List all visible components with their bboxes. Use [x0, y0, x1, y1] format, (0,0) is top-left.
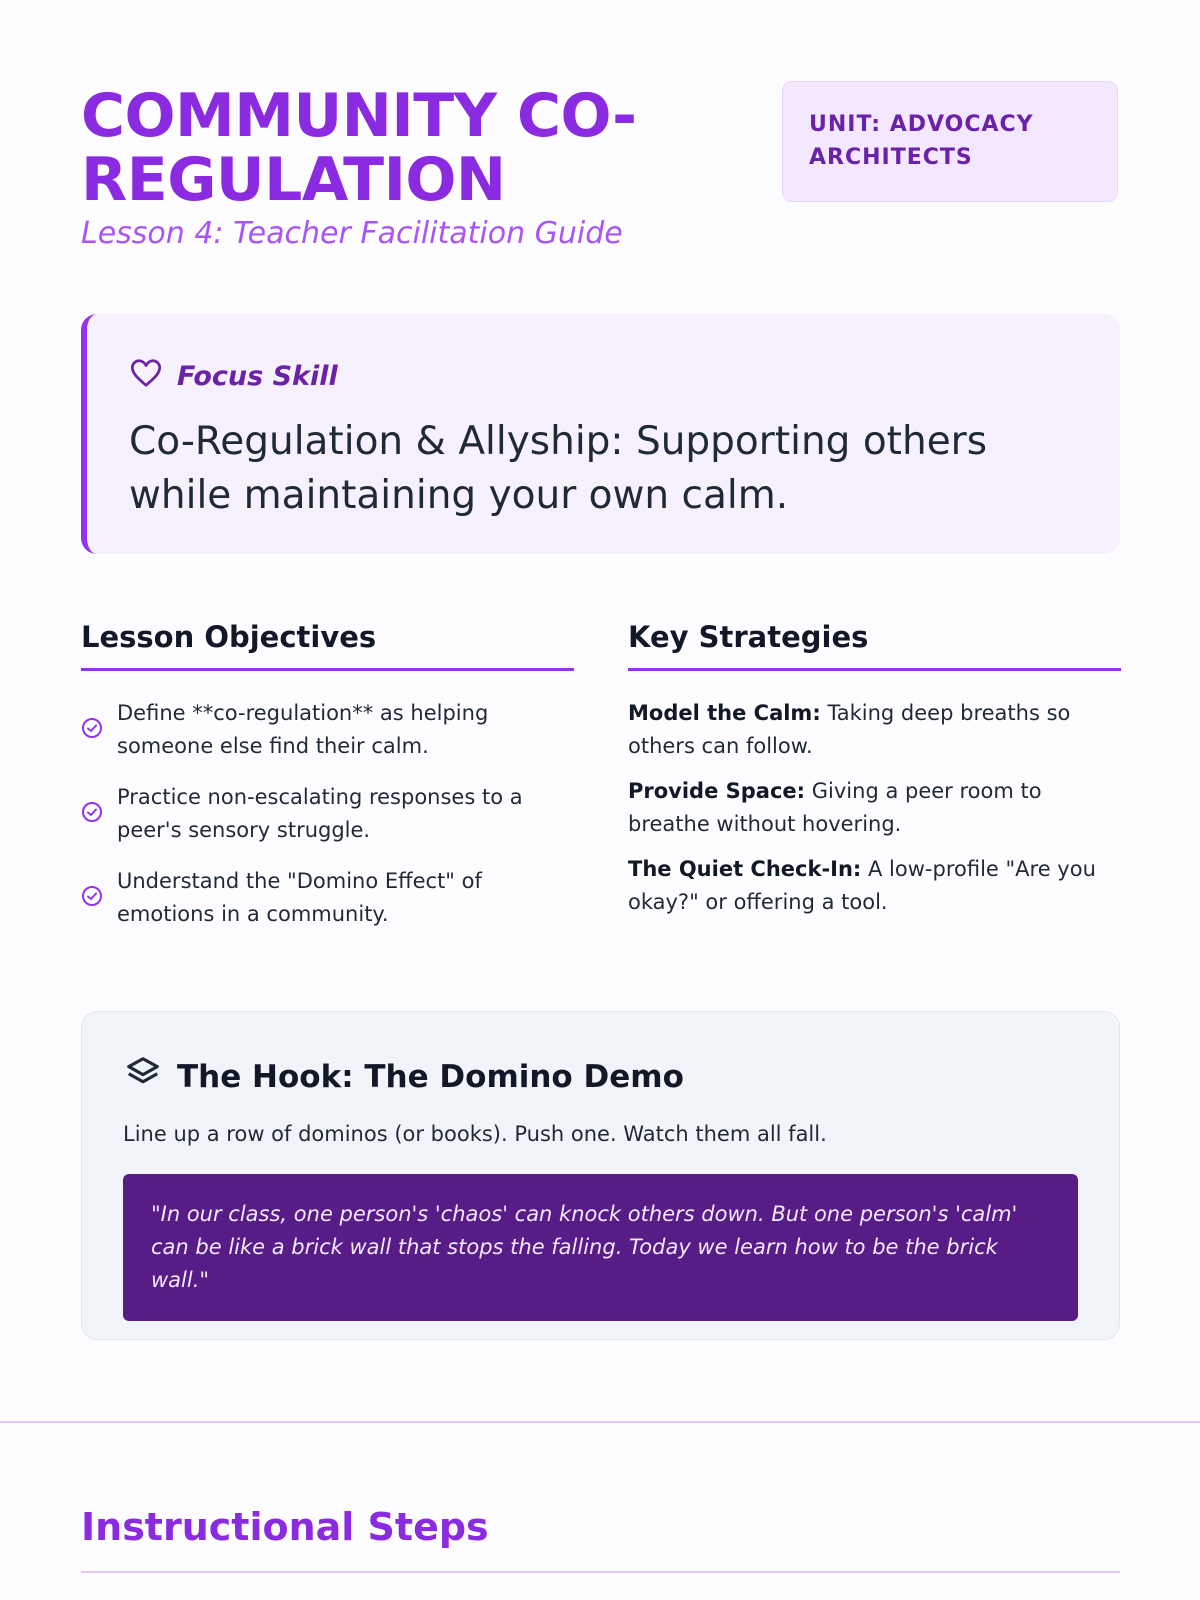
instructional-steps-heading: Instructional Steps: [81, 1505, 1120, 1573]
layers-icon: [123, 1054, 163, 1100]
strategy-term: Model the Calm:: [628, 701, 821, 725]
hook-header: [123, 1054, 1078, 1100]
focus-skill-label: Focus Skill: [177, 361, 338, 392]
objective-text: Define **co-regulation** as helping someone else find their calm.: [117, 701, 489, 758]
hook-quote: "In our class, one person's 'chaos' can knock others down. But one person's 'calm' can be like a brick wall that stops the falling. Today we learn how to be the brick wall.": [123, 1174, 1078, 1321]
heart-icon: [129, 358, 163, 395]
objective-text: Understand the "Domino Effect" of emotions in a community.: [117, 869, 482, 926]
check-circle-icon: [81, 885, 103, 911]
strategy-item: [628, 775, 1121, 841]
strategy-desc: Taking deep breaths so others can follow.: [628, 701, 1071, 758]
hook-description: Line up a row of dominos (or books). Push one. Watch them all fall.: [123, 1122, 827, 1146]
objective-text: Practice non-escalating responses to a peer's sensory struggle.: [117, 785, 523, 842]
objectives-heading: Lesson Objectives: [81, 620, 574, 671]
hook-card: [81, 1011, 1120, 1340]
objective-item: [81, 865, 574, 931]
strategies-heading: Key Strategies: [628, 620, 1121, 671]
key-strategies: [628, 620, 1121, 931]
strategy-item: [628, 853, 1121, 919]
strategy-desc: Giving a peer room to breathe without hovering.: [628, 779, 1042, 836]
objectives-list: [81, 697, 574, 931]
hook-title: The Hook: The Domino Demo: [177, 1059, 684, 1095]
objective-item: [81, 781, 574, 847]
objective-item: [81, 697, 574, 763]
focus-skill-header: [129, 358, 1076, 395]
check-circle-icon: [81, 801, 103, 827]
page-title: COMMUNITY CO-REGULATION: [81, 81, 637, 215]
lesson-objectives: [81, 620, 574, 949]
strategy-term: Provide Space:: [628, 779, 806, 803]
strategy-desc: A low-profile "Are you okay?" or offering a tool.: [628, 857, 1096, 914]
focus-skill-text: Co-Regulation & Allyship: Supporting others while maintaining your own calm.: [129, 419, 988, 518]
section-divider: [0, 1421, 1200, 1423]
page-subtitle: Lesson 4: Teacher Facilitation Guide: [81, 216, 623, 251]
strategy-item: [628, 697, 1121, 763]
focus-skill-card: [81, 314, 1120, 554]
check-circle-icon: [81, 717, 103, 743]
unit-badge: UNIT: ADVOCACY ARCHITECTS: [782, 81, 1118, 202]
strategy-term: The Quiet Check-In:: [628, 857, 862, 881]
